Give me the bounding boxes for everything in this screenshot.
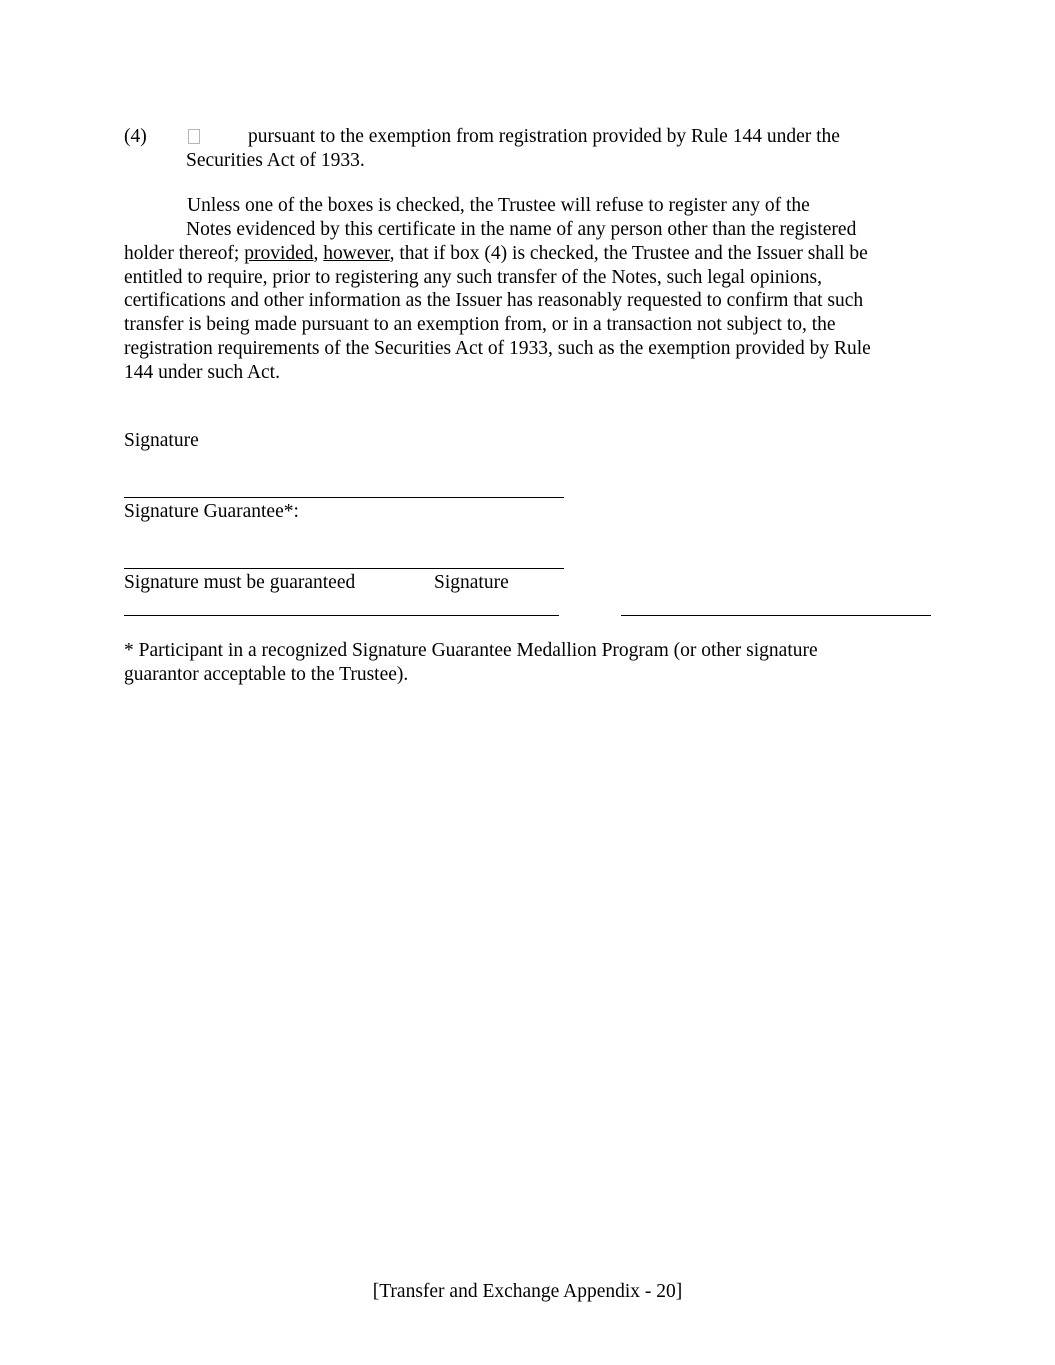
comma: , <box>313 243 324 264</box>
guaranteed-signature-line-left[interactable] <box>124 615 559 616</box>
notice-line8: 144 under such Act. <box>124 362 280 383</box>
notice-line7: registration requirements of the Securities Act of 1933, such as the exemption provided by Rule <box>124 338 871 359</box>
signature-label: Signature <box>124 430 199 451</box>
notice-line3-start: holder thereof; <box>124 243 245 264</box>
item-4-text-line1: pursuant to the exemption from registration provided by Rule 144 under the <box>248 126 840 147</box>
provided-term: provided <box>244 243 314 264</box>
item-4-text-line2: Securities Act of 1933. <box>186 150 365 171</box>
notice-line5: certifications and other information as the Issuer has reasonably requested to confirm that such <box>124 290 864 311</box>
notice-line3-end: , that if box (4) is checked, the Trustee and the Issuer shall be <box>389 243 868 264</box>
page-footer: [Transfer and Exchange Appendix - 20] <box>372 1281 683 1302</box>
guaranteed-signature-line-right[interactable] <box>621 615 931 616</box>
notice-line6: transfer is being made pursuant to an exemption from, or in a transaction not subject to, the <box>124 314 836 335</box>
footnote-line2: guarantor acceptable to the Trustee). <box>124 664 409 685</box>
signature-label-2: Signature <box>434 572 509 593</box>
signature-guarantee-label: Signature Guarantee*: <box>124 501 299 522</box>
notice-line4: entitled to require, prior to registering any such transfer of the Notes, such legal opinions, <box>124 267 823 288</box>
footnote-line1: * Participant in a recognized Signature Guarantee Medallion Program (or other signature <box>124 640 818 661</box>
item-4-checkbox[interactable] <box>188 129 200 144</box>
notice-line1: Unless one of the boxes is checked, the Trustee will refuse to register any of the <box>187 195 810 216</box>
must-be-guaranteed-label: Signature must be guaranteed <box>124 572 356 593</box>
signature-line[interactable] <box>124 497 564 498</box>
notice-line2: Notes evidenced by this certificate in the name of any person other than the registered <box>186 219 857 240</box>
item-number: (4) <box>124 126 147 147</box>
however-term: however <box>323 243 390 264</box>
notice-line3 <box>124 242 868 266</box>
signature-guarantee-line[interactable] <box>124 568 564 569</box>
